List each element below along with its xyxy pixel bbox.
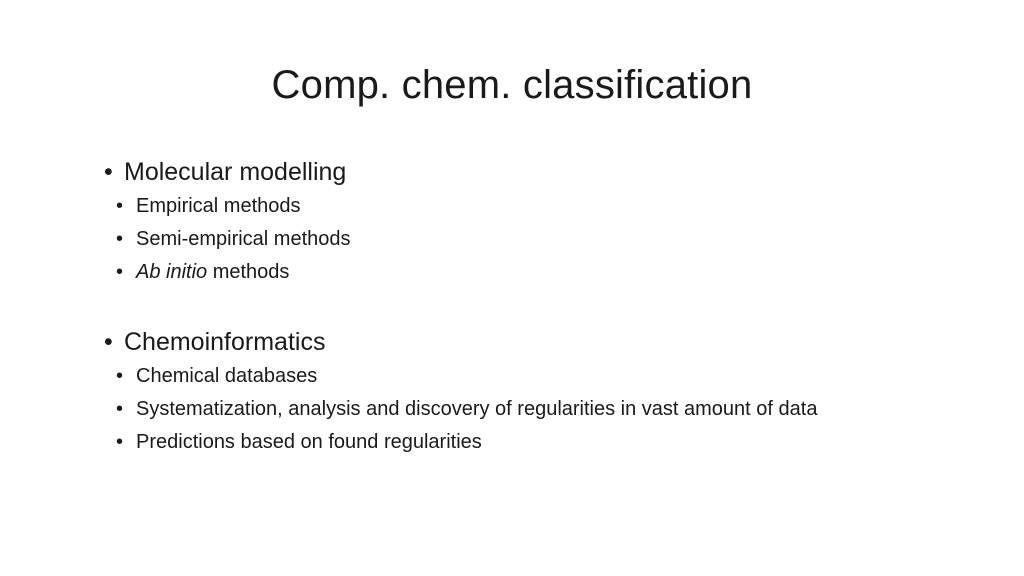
sub-bullet-list [104,190,984,289]
list-item-text: Predictions based on found regularities [136,431,482,453]
list-item-text: Systematization, analysis and discovery of regularities in vast amount of data [136,398,818,420]
bullet-icon: • [104,328,113,356]
list-item [104,223,984,256]
list-item-text: Empirical methods [136,195,301,217]
sub-bullet-list [104,360,984,459]
list-item [104,426,984,459]
bullet-icon: • [116,365,124,387]
slide-title: Comp. chem. classification [271,63,753,107]
list-item-text: Chemical databases [136,365,318,387]
section-molecular-modelling [104,154,984,289]
section-heading: Molecular modelling [124,158,347,186]
section-heading: Chemoinformatics [124,328,326,356]
bullet-icon: • [116,398,124,420]
bullet-icon: • [116,431,124,453]
slide-content [104,154,984,459]
list-item [104,190,984,223]
bullet-level1 [104,154,984,190]
list-item-italic-text: Ab initio [136,261,208,283]
section-chemoinformatics [104,324,984,459]
list-item [104,393,984,426]
bullet-icon: • [116,195,124,217]
bullet-level1 [104,324,984,360]
bullet-icon: • [104,158,113,186]
bullet-icon: • [116,228,124,250]
list-item [104,360,984,393]
list-item-text: Semi-empirical methods [136,228,351,250]
list-item [104,256,984,289]
bullet-icon: • [116,261,124,283]
list-item-text: methods [207,261,290,283]
